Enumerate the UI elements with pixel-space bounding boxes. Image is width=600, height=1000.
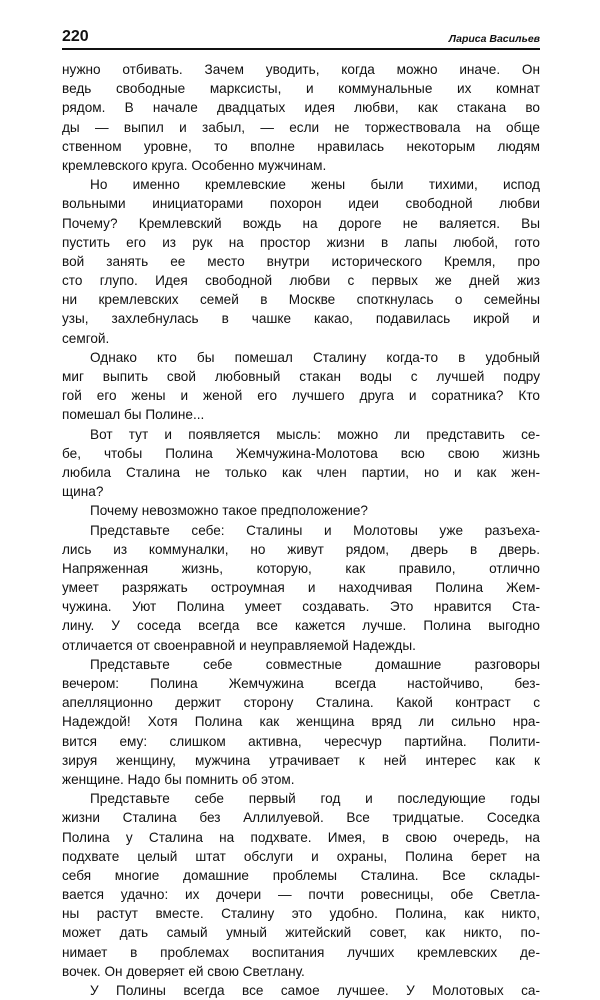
text-line: помешал бы Полине... <box>62 407 205 423</box>
text-line: Представьте себе совместные домашние разговоры <box>90 656 540 672</box>
text-line: Однако кто бы помешал Сталину когда-то в удобный <box>90 349 540 365</box>
text-line: ведь свободные марксисты, и коммунальные их комнат <box>62 81 540 97</box>
text-line: миг выпить свой любовный стакан воды с лучшей подру <box>62 369 540 384</box>
text-line: зируя женщину, мужчина утрачивает к ней интерес как к <box>62 752 540 768</box>
text-line: щина? <box>62 484 104 500</box>
text-line: семгой. <box>62 330 110 346</box>
text-line: себя многие домашние проблемы Сталина. Все склады- <box>62 867 540 883</box>
page-number: 220 <box>62 28 89 45</box>
body-text <box>62 60 540 1000</box>
text-line: Вот тут и появляется мысль: можно ли представить се- <box>90 426 540 442</box>
text-line: отличается от своенравной и неуправляемой Надежды. <box>62 637 416 653</box>
text-line: кремлевского круга. Особенно мужчинам. <box>62 157 327 173</box>
text-line: умеет разряжать остроумная и находчивая Полина Жем- <box>62 580 540 596</box>
book-page <box>62 26 540 1000</box>
text-line: женщине. Надо бы помнить об этом. <box>62 771 295 787</box>
text-line: Полина у Сталина на подхвате. Имея, в свою очередь, на <box>62 829 540 845</box>
text-line: подхвате целый штат обслуги и охраны, Полина берет на <box>62 848 540 864</box>
page-header <box>62 26 540 50</box>
text-line: рядом. В начале двадцатых идея любви, как стакана во <box>62 100 540 116</box>
text-line: чужина. Уют Полина умеет создавать. Это нравится Ста- <box>62 599 540 615</box>
text-line: ни кремлевских семей в Москве споткнулась о семейны <box>62 292 540 308</box>
text-line: Надеждой! Хотя Полина как женщина вряд ли сильно нра- <box>62 714 540 730</box>
text-line: Представьте себе первый год и последующие годы <box>90 791 540 807</box>
text-line: вится ему: слишком активна, чересчур партийна. Полити- <box>62 733 540 749</box>
running-title: Лариса Васильев <box>448 33 540 45</box>
text-line: лись из коммуналки, но живут рядом, дверь в дверь. <box>62 541 540 557</box>
text-line: бе, чтобы Полина Жемчужина-Молотова всю свою жизнь <box>62 445 540 461</box>
text-line: пустить его из рук на простор жизни в лапы любой, гото <box>62 234 540 250</box>
text-line: сто глупо. Идея свободной любви с первых же дней жиз <box>62 273 540 289</box>
text-line: ны растут вместе. Сталину это удобно. Полина, как никто, <box>62 906 540 922</box>
text-line: может дать самый умный житейский совет, как никто, по- <box>62 925 540 941</box>
text-line: ды — выпил и забыл, — если не торжествовала на обще <box>62 119 540 135</box>
text-line: узы, захлебнулась в чашке какао, подавилась икрой и <box>62 311 540 327</box>
text-line: У Полины всегда все самое лучшее. У Молотовых са- <box>90 983 540 998</box>
text-line: вечером: Полина Жемчужина всегда настойчиво, без- <box>62 676 540 691</box>
text-line: Представьте себе: Сталины и Молотовы уже разъеха- <box>90 522 540 538</box>
text-line: любила Сталина не только как член партии, но и как жен- <box>62 464 540 480</box>
text-line: ственном уровне, то вполне нравилась некоторым людям <box>62 138 540 154</box>
text-line: Почему? Кремлевский вождь на дороге не валяется. Вы <box>62 215 540 231</box>
text-line: вочек. Он доверяет ей свою Светлану. <box>62 963 305 979</box>
text-line: жизни Сталина без Аллилуевой. Все тридцатые. Соседка <box>62 810 540 826</box>
text-line: лину. У соседа всегда все кажется лучше. Полина выгодно <box>62 618 540 634</box>
text-line: гой его жены и женой его лучшего друга и соратника? Кто <box>62 388 540 404</box>
text-line: нужно отбивать. Зачем уводить, когда можно иначе. Он <box>62 62 540 77</box>
text-line: Напряженная жизнь, которую, как правило, отлично <box>62 560 540 576</box>
text-line: вой занять ее место внутри исторического Кремля, про <box>62 253 540 269</box>
text-line: вается удачно: их дочери — почти ровесницы, обе Светла- <box>62 887 540 903</box>
text-line: нимает в проблемах воспитания лучших кремлевских де- <box>62 944 540 960</box>
text-line: Но именно кремлевские жены были тихими, испод <box>90 177 540 193</box>
text-line: апелляционно держит сторону Сталина. Какой контраст с <box>62 695 540 711</box>
text-line: вольными инициаторами похорон идеи свободной любви <box>62 196 540 212</box>
text-line: Почему невозможно такое предположение? <box>90 503 368 519</box>
